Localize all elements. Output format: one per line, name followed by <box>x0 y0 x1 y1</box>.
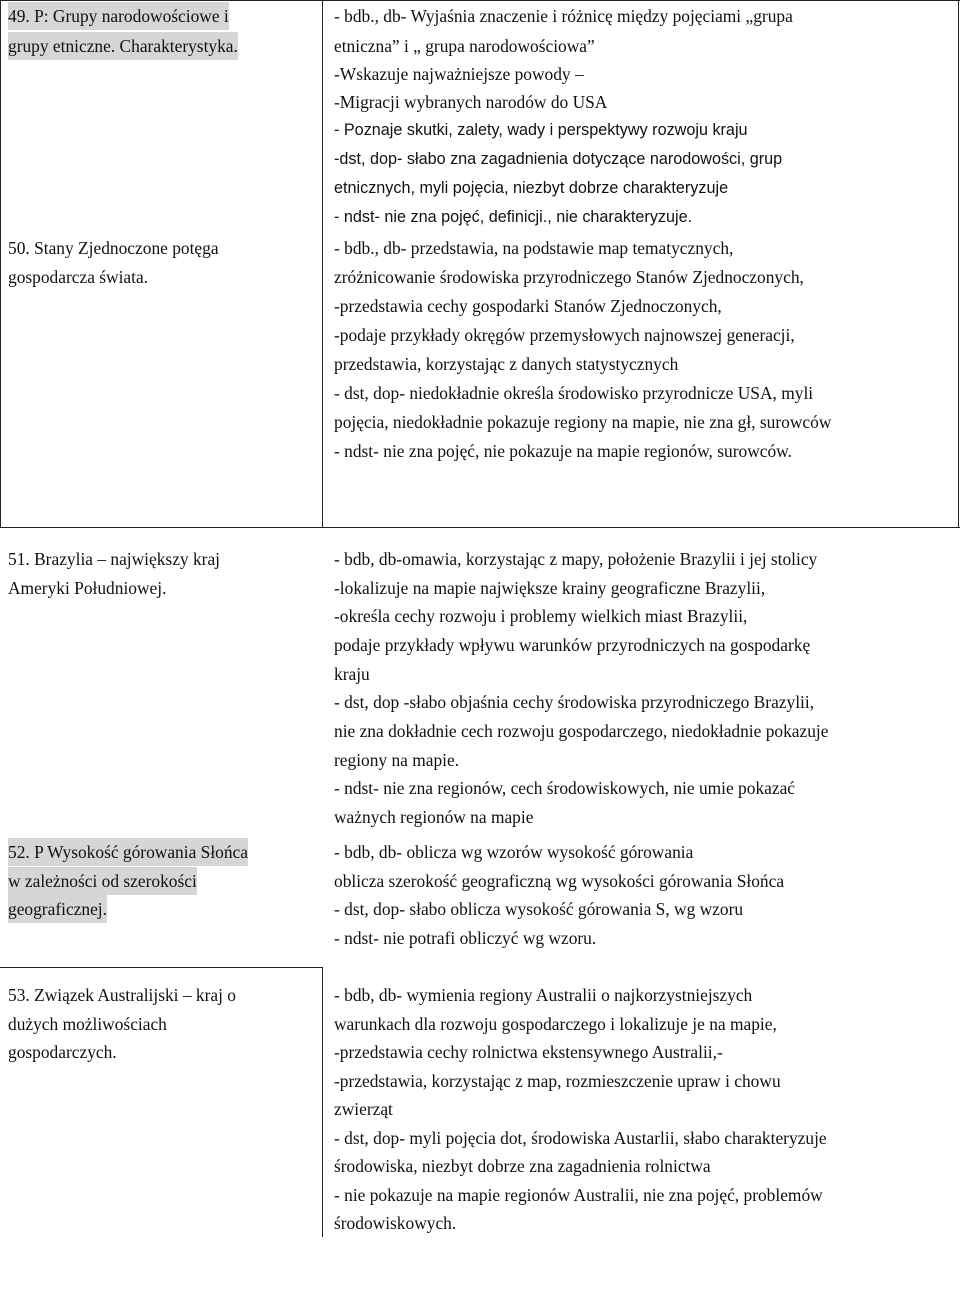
row-divider-53 <box>0 967 322 968</box>
content-line: -przedstawia, korzystając z map, rozmieszczenie upraw i chowu <box>334 1071 781 1091</box>
content-line: -lokalizuje na mapie największe krainy geograficzne Brazylii, <box>334 578 766 598</box>
content-line: - bdb, db-omawia, korzystając z mapy, położenie Brazylii i jej stolicy <box>334 549 818 569</box>
content-line: -przedstawia cechy gospodarki Stanów Zjednoczonych, <box>334 296 722 316</box>
table-left-border <box>0 0 1 527</box>
content-line: zróżnicowanie środowiska przyrodniczego Stanów Zjednoczonych, <box>334 267 804 287</box>
content-line: - dst, dop- myli pojęcia dot, środowiska Austarlii, słabo charakteryzuje <box>334 1128 827 1148</box>
content-line: - dst, dop- niedokładnie określa środowisko przyrodnicze USA, myli <box>334 383 814 403</box>
content-line: - bdb, db- oblicza wg wzorów wysokość górowania <box>334 842 694 862</box>
content-line: - Poznaje skutki, zalety, wady i perspektywy rozwoju kraju <box>334 121 748 139</box>
topic-line: 50. Stany Zjednoczone potęga <box>8 238 219 258</box>
content-line: - dst, dop -słabo objaśnia cechy środowiska przyrodniczego Brazylii, <box>334 692 815 712</box>
content-line: - bdb, db- wymienia regiony Australii o najkorzystniejszych <box>334 985 753 1005</box>
content-line: -podaje przykłady okręgów przemysłowych najnowszej generacji, <box>334 325 795 345</box>
topic-line: gospodarczych. <box>8 1042 117 1062</box>
content-line: regiony na mapie. <box>334 750 460 770</box>
table-column-divider <box>322 0 323 527</box>
bottom-column-divider <box>322 967 323 1237</box>
content-line: - dst, dop- słabo oblicza wysokość górowania S, wg wzoru <box>334 899 744 919</box>
content-line: -Wskazuje najważniejsze powody – <box>334 64 584 84</box>
topic-line: 49. P: Grupy narodowościowe i <box>8 2 229 30</box>
content-line: nie zna dokładnie cech rozwoju gospodarczego, niedokładnie pokazuje <box>334 721 829 741</box>
content-line: - ndst- nie zna pojęć, definicji., nie charakteryzuje. <box>334 208 693 226</box>
topic-line: gospodarcza świata. <box>8 267 149 287</box>
topic-line: dużych możliwościach <box>8 1014 167 1034</box>
content-line: przedstawia, korzystając z danych statystycznych <box>334 354 679 374</box>
content-line: ważnych regionów na mapie <box>334 807 534 827</box>
content-line: środowiskowych. <box>334 1213 457 1233</box>
content-line: - ndst- nie potrafi obliczyć wg wzoru. <box>334 928 597 948</box>
topic-line: grupy etniczne. Charakterystyka. <box>8 32 238 60</box>
content-line: -Migracji wybranych narodów do USA <box>334 92 608 112</box>
topic-line: w zależności od szerokości <box>8 867 197 895</box>
table-bottom-border <box>0 527 960 528</box>
topic-line: geograficznej. <box>8 895 107 923</box>
table-right-border <box>958 0 959 527</box>
content-line: - nie pokazuje na mapie regionów Australii, nie zna pojęć, problemów <box>334 1185 823 1205</box>
content-line: -przedstawia cechy rolnictwa ekstensywnego Australii,- <box>334 1042 723 1062</box>
topic-line: 51. Brazylia – największy kraj <box>8 549 220 569</box>
content-line: kraju <box>334 664 370 684</box>
content-line: środowiska, niezbyt dobrze zna zagadnienia rolnictwa <box>334 1156 711 1176</box>
content-line: -dst, dop- słabo zna zagadnienia dotyczące narodowości, grup <box>334 150 783 168</box>
content-line: - bdb., db- przedstawia, na podstawie map tematycznych, <box>334 238 734 258</box>
content-line: podaje przykłady wpływu warunków przyrodniczych na gospodarkę <box>334 635 811 655</box>
topic-line: 52. P Wysokość górowania Słońca <box>8 838 248 866</box>
content-line: oblicza szerokość geograficzną wg wysokości górowania Słońca <box>334 871 785 891</box>
content-line: etniczna” i „ grupa narodowościowa” <box>334 36 595 56</box>
content-line: - ndst- nie zna pojęć, nie pokazuje na mapie regionów, surowców. <box>334 441 792 461</box>
content-line: pojęcia, niedokładnie pokazuje regiony na mapie, nie zna gł, surowców <box>334 412 832 432</box>
topic-line: 53. Związek Australijski – kraj o <box>8 985 236 1005</box>
content-line: etnicznych, myli pojęcia, niezbyt dobrze charakteryzuje <box>334 179 729 197</box>
table-top-border <box>0 0 960 1</box>
content-line: zwierząt <box>334 1099 393 1119</box>
content-line: -określa cechy rozwoju i problemy wielkich miast Brazylii, <box>334 606 748 626</box>
content-line: - ndst- nie zna regionów, cech środowiskowych, nie umie pokazać <box>334 778 796 798</box>
content-line: warunkach dla rozwoju gospodarczego i lokalizuje je na mapie, <box>334 1014 777 1034</box>
topic-line: Ameryki Południowej. <box>8 578 167 598</box>
content-line: - bdb., db- Wyjaśnia znaczenie i różnicę między pojęciami „grupa <box>334 6 793 26</box>
